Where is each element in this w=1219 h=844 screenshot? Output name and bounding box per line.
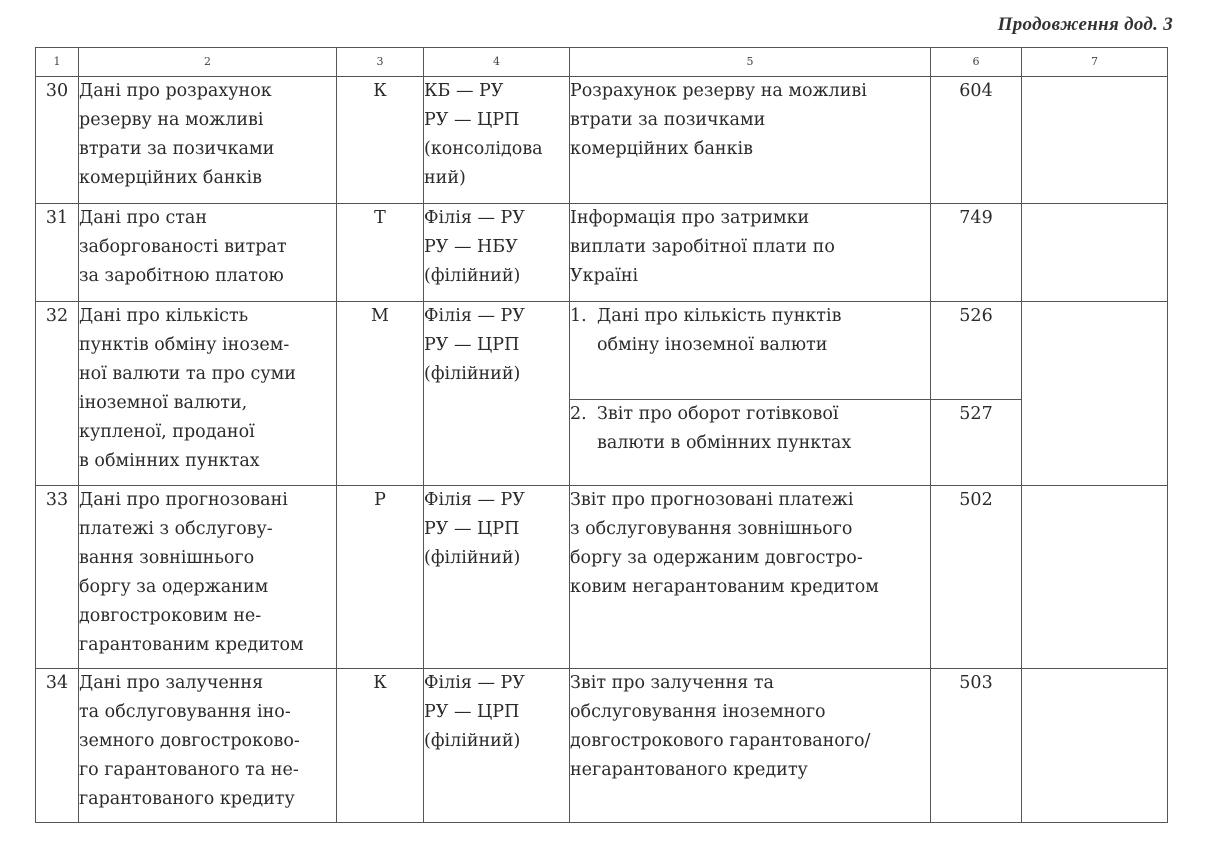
route-line: РУ — НБУ <box>424 237 518 257</box>
route-line: РУ — ЦРП <box>424 702 520 722</box>
table-row <box>36 486 1168 669</box>
report-form-name <box>570 400 931 486</box>
description-line: го гарантованого та не- <box>79 760 299 780</box>
column-header: 6 <box>931 48 1022 77</box>
table-row <box>36 302 1168 400</box>
notes-cell <box>1022 77 1168 204</box>
form-line: довгострокового гарантованого/ <box>570 731 871 751</box>
description-line: земного довгостроково- <box>79 731 300 751</box>
form-line: виплати заробітної плати по <box>570 237 835 257</box>
description-line: гарантованого кредиту <box>79 789 295 809</box>
route-line: (консолідова <box>424 139 543 159</box>
description-line: вання зовнішнього <box>79 548 255 568</box>
column-header: 7 <box>1022 48 1168 77</box>
item-marker: 1. <box>570 306 587 326</box>
submission-route <box>424 204 570 302</box>
periodicity-code: Т <box>337 204 424 302</box>
route-line: ний) <box>424 168 466 188</box>
form-number: 749 <box>931 204 1022 302</box>
numbered-item <box>570 302 930 360</box>
form-line: валюти в обмінних пунктах <box>597 433 852 453</box>
description-line: заборгованості витрат <box>79 237 287 257</box>
form-line: Звіт про оборот готівкової <box>597 404 839 424</box>
submission-route <box>424 77 570 204</box>
description-line: комерційних банків <box>79 168 262 188</box>
description-line: купленої, проданої <box>79 422 255 442</box>
row-number: 32 <box>36 302 79 486</box>
table-row <box>36 204 1168 302</box>
route-line: РУ — ЦРП <box>424 335 520 355</box>
description-line: Дані про залучення <box>79 673 264 693</box>
submission-route <box>424 302 570 486</box>
table-row <box>36 669 1168 823</box>
description-line: гарантованим кредитом <box>79 635 304 655</box>
description-line: та обслуговування іно- <box>79 702 291 722</box>
notes-cell <box>1022 204 1168 302</box>
numbered-item <box>570 400 930 458</box>
route-line: (філійний) <box>424 548 521 568</box>
column-header: 3 <box>337 48 424 77</box>
description-line: Дані про прогнозовані <box>79 490 288 510</box>
route-line: Філія — РУ <box>424 306 525 326</box>
column-header: 2 <box>79 48 337 77</box>
route-line: (філійний) <box>424 731 521 751</box>
form-line: Звіт про прогнозовані платежі <box>570 490 854 510</box>
data-table <box>35 47 1168 823</box>
table-caption: Продовження дод. 3 <box>997 14 1173 35</box>
description-line: платежі з обслугову- <box>79 519 273 539</box>
report-form-name <box>570 77 931 204</box>
periodicity-code: К <box>337 669 424 823</box>
form-line: Україні <box>570 266 639 286</box>
form-line: Звіт про залучення та <box>570 673 774 693</box>
description-line: Дані про розрахунок <box>79 81 272 101</box>
description-line: Дані про стан <box>79 208 208 228</box>
data-description <box>79 486 337 669</box>
route-line: КБ — РУ <box>424 81 504 101</box>
row-number: 30 <box>36 77 79 204</box>
description-line: іноземної валюти, <box>79 393 248 413</box>
column-header: 5 <box>570 48 931 77</box>
report-form-name <box>570 486 931 669</box>
report-form-name <box>570 204 931 302</box>
form-number: 502 <box>931 486 1022 669</box>
column-header: 1 <box>36 48 79 77</box>
periodicity-code: К <box>337 77 424 204</box>
report-form-name <box>570 302 931 400</box>
row-number: 33 <box>36 486 79 669</box>
form-line: втрати за позичками <box>570 110 766 130</box>
description-line: Дані про кількість <box>79 306 249 326</box>
form-line: негарантованого кредиту <box>570 760 808 780</box>
route-line: Філія — РУ <box>424 490 525 510</box>
form-line: Розрахунок резерву на можливі <box>570 81 867 101</box>
description-line: в обмінних пунктах <box>79 451 260 471</box>
column-header: 4 <box>424 48 570 77</box>
report-form-name <box>570 669 931 823</box>
form-number: 503 <box>931 669 1022 823</box>
form-number: 527 <box>931 400 1022 486</box>
form-line: обслуговування іноземного <box>570 702 826 722</box>
description-line: за заробітною платою <box>79 266 284 286</box>
form-line: ковим негарантованим кредитом <box>570 577 879 597</box>
row-number: 31 <box>36 204 79 302</box>
description-line: боргу за одержаним <box>79 577 269 597</box>
form-line: з обслуговування зовнішнього <box>570 519 853 539</box>
description-line: резерву на можливі <box>79 110 264 130</box>
form-number: 526 <box>931 302 1022 400</box>
periodicity-code: Р <box>337 486 424 669</box>
data-description <box>79 204 337 302</box>
route-line: РУ — ЦРП <box>424 519 520 539</box>
item-marker: 2. <box>570 404 587 424</box>
form-line: комерційних банків <box>570 139 753 159</box>
description-line: ної валюти та про суми <box>79 364 296 384</box>
notes-cell <box>1022 302 1168 486</box>
form-line: обміну іноземної валюти <box>597 335 828 355</box>
route-line: Філія — РУ <box>424 208 525 228</box>
form-line: Дані про кількість пунктів <box>597 306 842 326</box>
notes-cell <box>1022 669 1168 823</box>
data-description <box>79 302 337 486</box>
item-text <box>597 302 930 360</box>
route-line: (філійний) <box>424 364 521 384</box>
notes-cell <box>1022 486 1168 669</box>
route-line: (філійний) <box>424 266 521 286</box>
data-description <box>79 669 337 823</box>
data-description <box>79 77 337 204</box>
description-line: довгостроковим не- <box>79 606 262 626</box>
route-line: Філія — РУ <box>424 673 525 693</box>
submission-route <box>424 486 570 669</box>
column-number-row <box>36 48 1168 77</box>
route-line: РУ — ЦРП <box>424 110 520 130</box>
table-row <box>36 77 1168 204</box>
row-number: 34 <box>36 669 79 823</box>
form-line: Інформація про затримки <box>570 208 810 228</box>
form-line: боргу за одержаним довгостро- <box>570 548 863 568</box>
description-line: втрати за позичками <box>79 139 275 159</box>
form-number: 604 <box>931 77 1022 204</box>
submission-route <box>424 669 570 823</box>
item-text <box>597 400 930 458</box>
periodicity-code: М <box>337 302 424 486</box>
description-line: пунктів обміну інозем- <box>79 335 290 355</box>
